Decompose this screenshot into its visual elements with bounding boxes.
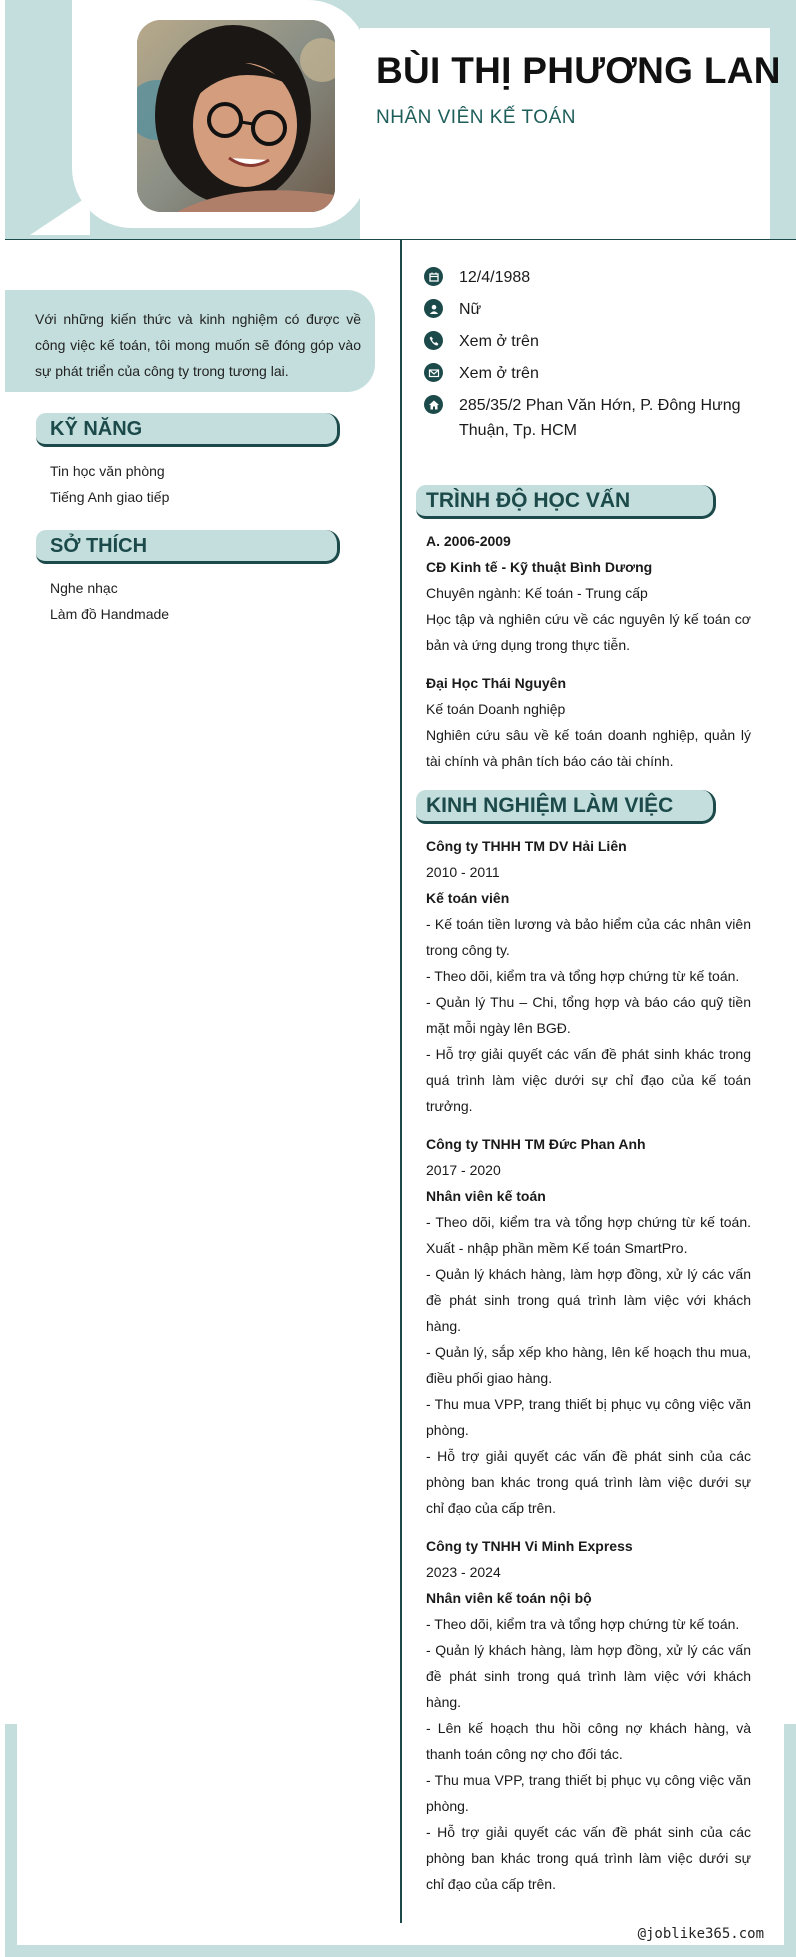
experience-heading: KINH NGHIỆM LÀM VIỆC bbox=[416, 790, 716, 824]
job-duty: - Quản lý khách hàng, làm hợp đồng, xử lý các vấn đề phát sinh trong quá trình làm việc với khách hàng. bbox=[426, 1266, 751, 1334]
job-duty: - Thu mua VPP, trang thiết bị phục vụ công việc văn phòng. bbox=[426, 1772, 751, 1814]
column-divider bbox=[400, 240, 402, 1923]
email-value: Xem ở trên bbox=[459, 365, 539, 382]
job-duty: - Lên kế hoạch thu hồi công nợ khách hàng, và thanh toán công nợ cho đối tác. bbox=[426, 1720, 751, 1762]
job-duty: - Quản lý khách hàng, làm hợp đồng, xử lý các vấn đề phát sinh trong quá trình làm việc với khách hàng. bbox=[426, 1642, 751, 1710]
education-period: A. 2006-2009 bbox=[426, 533, 511, 549]
contact-gender bbox=[424, 297, 481, 322]
portrait-photo-icon bbox=[137, 20, 335, 212]
job-duty: - Theo dõi, kiểm tra và tổng hợp chứng từ kế toán. bbox=[426, 968, 740, 984]
contact-email bbox=[424, 361, 539, 386]
education-major: Kế toán Doanh nghiệp bbox=[426, 701, 566, 717]
education-desc: Học tập và nghiên cứu về các nguyên lý kế toán cơ bản và ứng dụng trong thực tiễn. bbox=[426, 611, 751, 653]
contact-phone bbox=[424, 329, 539, 354]
job-duty: - Hỗ trợ giải quyết các vấn đề phát sinh khác trong quá trình làm việc dưới sự chỉ đạo của kế toán trưởng. bbox=[426, 1046, 751, 1114]
candidate-title: NHÂN VIÊN KẾ TOÁN bbox=[376, 107, 576, 128]
profile-photo bbox=[137, 20, 335, 212]
phone-value: Xem ở trên bbox=[459, 333, 539, 350]
calendar-icon bbox=[424, 267, 443, 286]
skill-item: Tin học văn phòng bbox=[50, 463, 165, 479]
skill-item: Tiếng Anh giao tiếp bbox=[50, 489, 170, 505]
job-duty: - Hỗ trợ giải quyết các vấn đề phát sinh của các phòng ban khác trong quá trình làm việc dưới sự chỉ đạo của cấp trên. bbox=[426, 1824, 751, 1892]
hobby-item: Nghe nhạc bbox=[50, 580, 118, 596]
job-company: Công ty TNHH Vi Minh Express bbox=[426, 1538, 633, 1554]
job-position: Nhân viên kế toán bbox=[426, 1188, 546, 1204]
education-heading: TRÌNH ĐỘ HỌC VẤN bbox=[416, 485, 716, 519]
job-position: Nhân viên kế toán nội bộ bbox=[426, 1590, 592, 1606]
job-company: Công ty TNHH TM Đức Phan Anh bbox=[426, 1136, 646, 1152]
bubble-tail bbox=[30, 195, 90, 235]
candidate-name: BÙI THỊ PHƯƠNG LAN bbox=[376, 50, 781, 91]
job-position: Kế toán viên bbox=[426, 890, 510, 906]
skills-heading: KỸ NĂNG bbox=[36, 413, 340, 447]
job-duty: - Theo dõi, kiểm tra và tổng hợp chứng từ kế toán. bbox=[426, 1616, 740, 1632]
job-duty: - Kế toán tiền lương và bảo hiểm của các nhân viên trong công ty. bbox=[426, 916, 751, 958]
contact-birthday bbox=[424, 265, 530, 290]
footer-left-bar bbox=[5, 1724, 17, 1957]
watermark: @joblike365.com bbox=[637, 1926, 764, 1942]
mail-icon bbox=[424, 363, 443, 382]
education-desc: Nghiên cứu sâu về kế toán doanh nghiệp, quản lý tài chính và phân tích báo cáo tài chính. bbox=[426, 727, 751, 769]
education-school: CĐ Kinh tế - Kỹ thuật Bình Dương bbox=[426, 559, 653, 575]
job-duty: - Quản lý, sắp xếp kho hàng, lên kế hoạch thu mua, điều phối giao hàng. bbox=[426, 1344, 751, 1386]
hobbies-list bbox=[50, 575, 169, 627]
job-duty: - Quản lý Thu – Chi, tổng hợp và báo cáo quỹ tiền mặt mỗi ngày lên BGĐ. bbox=[426, 994, 751, 1036]
address-value: 285/35/2 Phan Văn Hớn, P. Đông Hưng Thuận, Tp. HCM bbox=[459, 397, 741, 439]
education-major: Chuyên ngành: Kế toán - Trung cấp bbox=[426, 585, 648, 601]
home-icon bbox=[424, 395, 443, 414]
job-company: Công ty THHH TM DV Hải Liên bbox=[426, 838, 627, 854]
job-period: 2023 - 2024 bbox=[426, 1564, 501, 1580]
job-duty: - Theo dõi, kiểm tra và tổng hợp chứng từ kế toán. Xuất - nhập phần mềm Kế toán SmartPro. bbox=[426, 1214, 751, 1256]
job-period: 2010 - 2011 bbox=[426, 864, 500, 880]
hobbies-heading: SỞ THÍCH bbox=[36, 530, 340, 564]
footer-right-bar bbox=[784, 1724, 796, 1957]
education-section bbox=[426, 528, 751, 774]
user-icon bbox=[424, 299, 443, 318]
job-period: 2017 - 2020 bbox=[426, 1162, 501, 1178]
contact-address bbox=[424, 393, 789, 443]
career-objective: Với những kiến thức và kinh nghiệm có được về công việc kế toán, tôi mong muốn sẽ đóng góp vào sự phát triển của công ty trong tương lai. bbox=[5, 290, 375, 392]
job-duty: - Hỗ trợ giải quyết các vấn đề phát sinh của các phòng ban khác trong quá trình làm việc dưới sự chỉ đạo của cấp trên. bbox=[426, 1448, 751, 1516]
birthday-value: 12/4/1988 bbox=[459, 269, 531, 286]
job-duty: - Thu mua VPP, trang thiết bị phục vụ công việc văn phòng. bbox=[426, 1396, 751, 1438]
skills-list bbox=[50, 458, 169, 510]
gender-value: Nữ bbox=[459, 301, 482, 318]
hobby-item: Làm đồ Handmade bbox=[50, 606, 170, 622]
footer-bar bbox=[5, 1945, 796, 1957]
experience-section bbox=[426, 833, 751, 1897]
phone-icon bbox=[424, 331, 443, 350]
education-school: Đại Học Thái Nguyên bbox=[426, 675, 567, 691]
